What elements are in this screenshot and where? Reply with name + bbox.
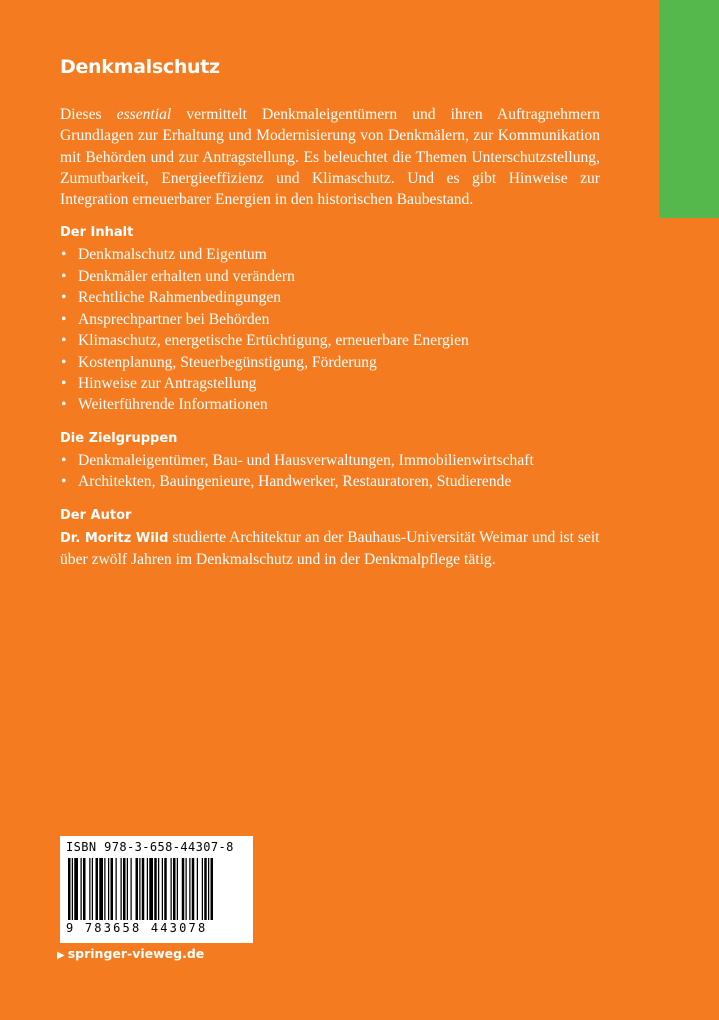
list-item: • Denkmäler erhalten und verändern: [60, 266, 600, 287]
intro-paragraph: [60, 104, 600, 210]
back-cover-content: [60, 56, 600, 571]
list-item: • Denkmalschutz und Eigentum: [60, 244, 600, 265]
author-bio: studierte Architektur an der Bauhaus-Universität Weimar und ist seit über zwölf Jahren im Denkmalschutz und in der Denkmalpflege tätig.: [60, 528, 600, 569]
publisher-url[interactable]: [57, 946, 204, 961]
list-item: • Klimaschutz, energetische Ertüchtigung, erneuerbare Energien: [60, 330, 600, 351]
list-item: • Hinweise zur Antragstellung: [60, 373, 600, 394]
intro-emphasis: essential: [116, 106, 172, 123]
page-title: Denkmalschutz: [60, 56, 220, 78]
author-paragraph: [60, 527, 600, 571]
inhalt-list: [60, 244, 600, 415]
autor-heading: Der Autor: [60, 507, 132, 523]
intro-before: Dieses: [60, 106, 117, 123]
author-name: Dr. Moritz Wild: [60, 530, 169, 546]
list-item: • Kostenplanung, Steuerbegünstigung, Förderung: [60, 352, 600, 373]
inhalt-heading: Der Inhalt: [60, 225, 134, 241]
zielgruppen-heading: Die Zielgruppen: [60, 430, 178, 446]
list-item: • Rechtliche Rahmenbedingungen: [60, 287, 600, 308]
intro-after: vermittelt Denkmaleigentümern und ihren Auftragnehmern Grundlagen zur Erhaltung und Modernisierung von Denkmälern, zur Kommunikation mit Behörden und zur Antragstellung. Es beleuchtet die Themen Unterschutzstellung, Zumutbarkeit, Energieeffizienz und Klimaschutz. Und es gibt Hinweise zur Integration erneuerbarer Energien in den historischen Baubestand.: [60, 106, 600, 209]
arrow-right-icon: ▶: [57, 950, 65, 961]
isbn-barcode: [60, 836, 253, 943]
list-item: • Ansprechpartner bei Behörden: [60, 309, 600, 330]
zielgruppen-list: [60, 450, 600, 493]
list-item: • Weiterführende Informationen: [60, 394, 600, 415]
barcode-bars: [66, 858, 247, 920]
green-accent-tab: [659, 0, 719, 218]
list-item: • Architekten, Bauingenieure, Handwerker, Restauratoren, Studierende: [60, 471, 600, 492]
isbn-label: ISBN 978-3-658-44307-8: [66, 840, 234, 854]
barcode-digits: 9 783658 443078: [66, 921, 208, 935]
list-item: • Denkmaleigentümer, Bau- und Hausverwaltungen, Immobilienwirtschaft: [60, 450, 600, 471]
publisher-url-text: springer-vieweg.de: [67, 946, 205, 961]
